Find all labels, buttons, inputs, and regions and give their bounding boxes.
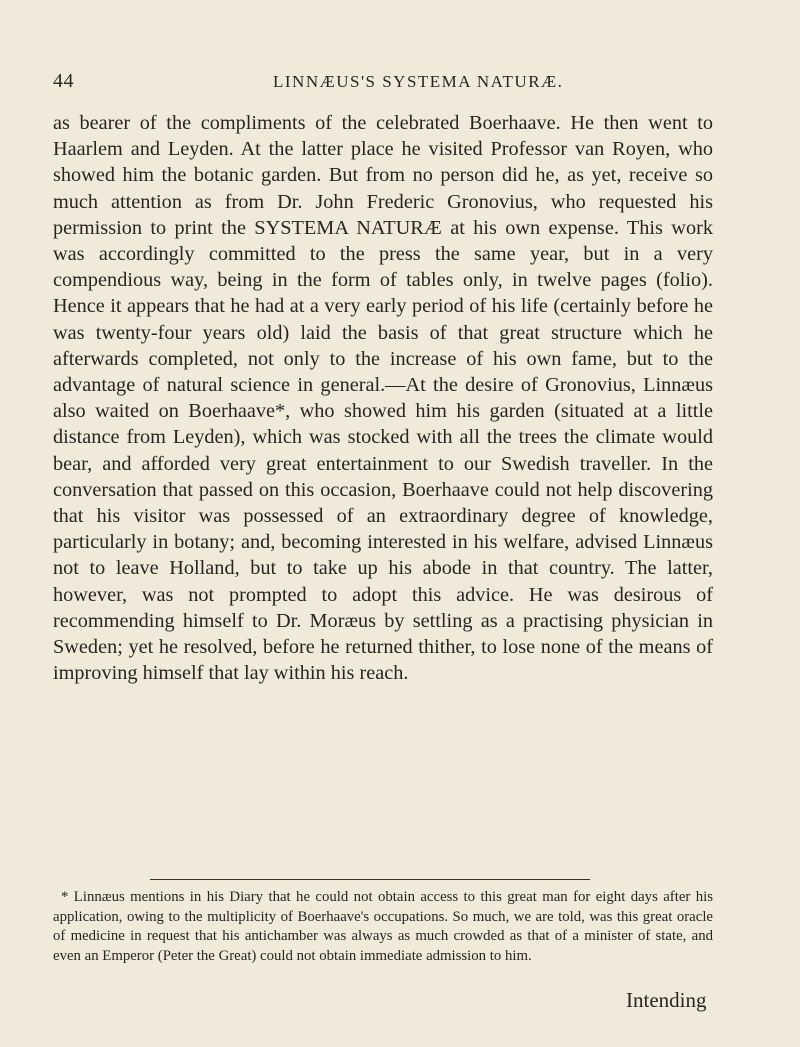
main-text xyxy=(53,110,713,686)
footnote: * Linnæus mentions in his Diary that he could not obtain access to this great man for eight days after his application, owing to the multiplicity of Boerhaave's occupations. So much, we are told, was this great oracle of medicine in request that his antichamber was always as much crowded as that of a minister of state, and even an Emperor (Peter the Great) could not obtain immediate admission to him. xyxy=(53,889,713,964)
catchword: Intending xyxy=(626,988,707,1012)
body-paragraph: as bearer of the compliments of the celebrated Boerhaave. He then went to Haarlem and Leyden. At the latter place he visited Professor van Royen, who showed him the botanic garden. But from no person did he, as yet, receive so much attention as from Dr. John Frederic Gronovius, who requested his permission to print the SYSTEMA NATURÆ at his own expense. This work was accordingly committed to the press the same year, but in a very compendious way, being in the form of tables only, in twelve pages (folio). Hence it appears that he had at a very early period of his life (certainly before he was twenty-four years old) laid the basis of that great structure which he afterwards completed, not only to the increase of his own fame, but to the advantage of natural science in general.—At the desire of Gronovius, Linnæus also waited on Boerhaave*, who showed him his garden (situated at a little distance from Leyden), which was stocked with all the trees the climate would bear, and afforded very great entertainment to our Swedish traveller. In the conversation that passed on this occasion, Boerhaave could not help discovering that his visitor was possessed of an extraordinary degree of knowledge, particularly in botany; and, becoming interested in his welfare, advised Linnæus not to leave Holland, but to take up his abode in that country. The latter, however, was not prompted to adopt this advice. He was desirous of recommending himself to Dr. Moræus by settling as a practising physician in Sweden; yet he resolved, before he returned thither, to lose none of the means of improving himself that lay within his reach. xyxy=(53,112,713,685)
footnote-rule xyxy=(150,879,590,880)
running-head: LINNÆUS'S SYSTEMA NATURÆ. xyxy=(273,72,564,91)
page-header xyxy=(53,70,720,100)
page-number: 44 xyxy=(53,70,74,92)
